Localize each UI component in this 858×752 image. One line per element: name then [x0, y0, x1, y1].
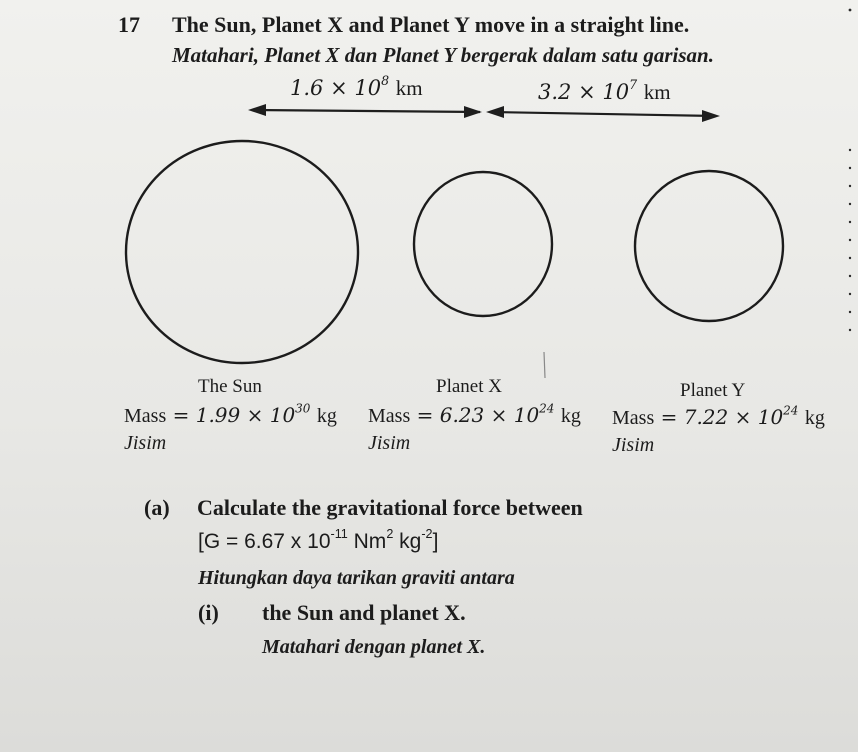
question-number: 17 — [118, 12, 140, 37]
part-a-i-label: (i) — [198, 600, 219, 625]
part-a-text-ms: Hitungkan daya tarikan graviti antara — [198, 567, 515, 589]
gravitational-constant: [G = 6.67 x $10^{-11}$ Nm$^2$ $kg^{-2}$] — [198, 526, 439, 553]
planet-x-label: Planet X — [436, 376, 502, 397]
sun-circle — [126, 141, 358, 363]
planet-x-mass: Mass = $6.23 \times 10^{24}$ kg — [368, 401, 581, 427]
part-a-label: (a) — [144, 495, 170, 520]
distance-sun-x: $1.6 \times 10^8$ km — [290, 72, 423, 100]
planet-y-mass: Mass = $7.22 \times 10^{24}$ kg — [612, 403, 825, 429]
planet-x-circle — [414, 172, 552, 316]
binding-dots — [849, 9, 852, 332]
sun-mass: Mass = $1.99 \times 10^{30}$ kg — [124, 401, 337, 427]
planet-y-mass-label-ms: Jisim — [612, 434, 655, 456]
pencil-mark — [544, 352, 545, 378]
planet-y-circle — [635, 171, 783, 321]
arrowhead-left-icon — [248, 104, 266, 116]
arrowhead-right-icon — [464, 106, 482, 118]
part-a-text-en: Calculate the gravitational force between — [197, 495, 583, 520]
question-title-ms: Matahari, Planet X dan Planet Y bergerak dalam satu garisan. — [172, 43, 714, 67]
arrowhead-right-icon — [702, 110, 720, 122]
arrow-line-sun-x — [252, 110, 480, 112]
sun-mass-label-ms: Jisim — [124, 432, 167, 454]
part-a-i-text-en: the Sun and planet X. — [262, 600, 466, 625]
arrowhead-left-icon — [486, 106, 504, 118]
distance-x-y: $3.2 \times 10^7$ km — [538, 76, 671, 104]
arrow-line-x-y — [490, 112, 716, 116]
question-title-en: The Sun, Planet X and Planet Y move in a straight line. — [172, 12, 690, 37]
planet-y-label: Planet Y — [680, 380, 746, 401]
sun-label: The Sun — [198, 376, 262, 397]
planet-x-mass-label-ms: Jisim — [368, 432, 411, 454]
part-a-i-text-ms: Matahari dengan planet X. — [262, 636, 486, 658]
